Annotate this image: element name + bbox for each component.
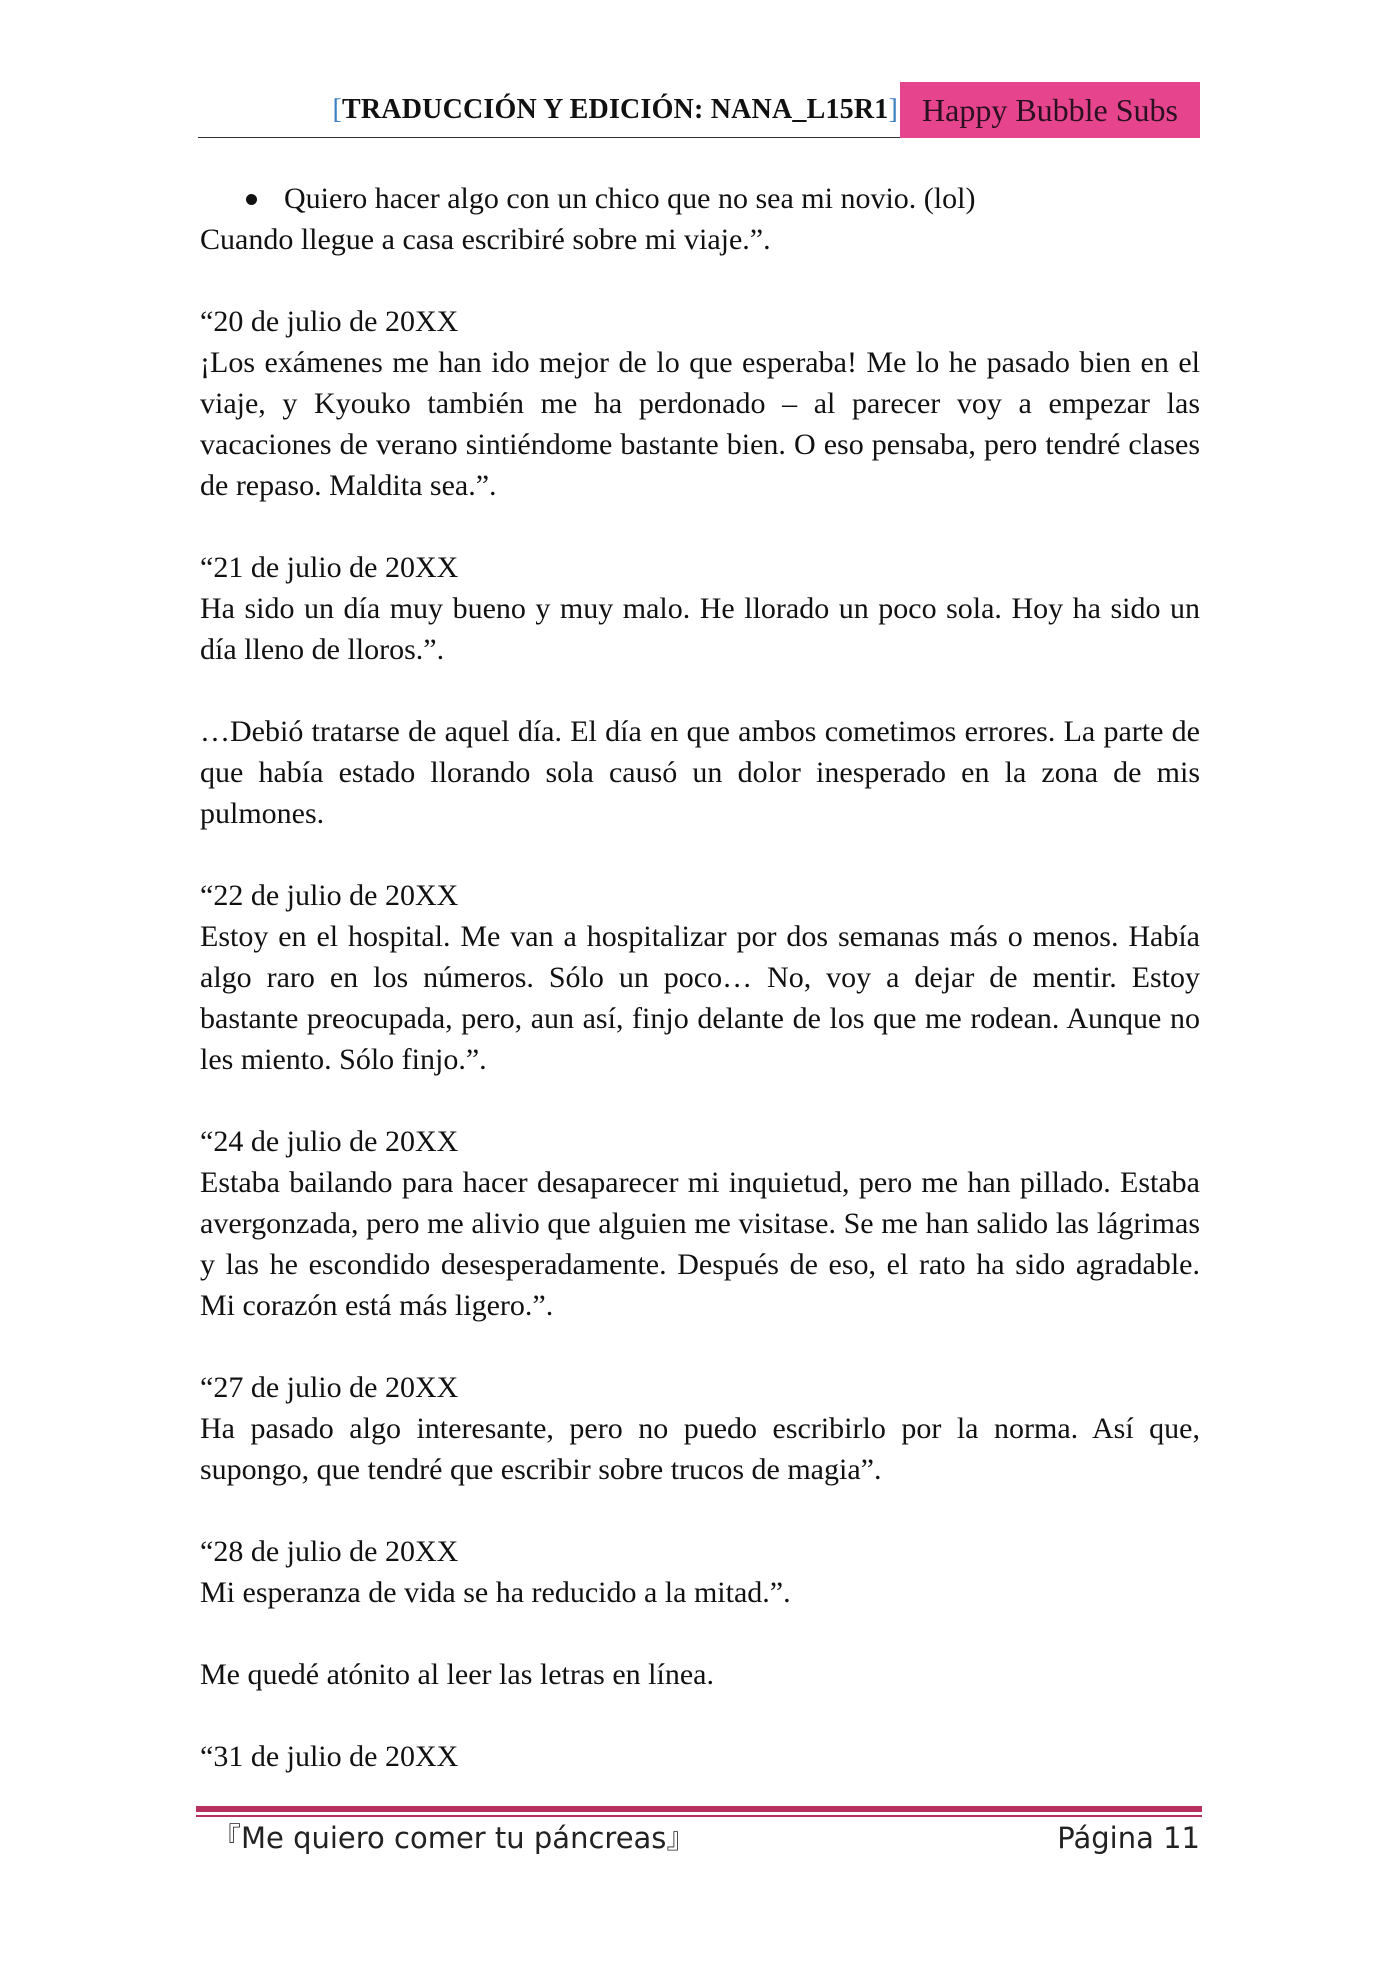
diary-date: “28 de julio de 20XX [200,1535,459,1568]
bullet-item: Quiero hacer algo con un chico que no sea mi novio. (lol) [284,178,1200,219]
page-body [200,178,1200,1777]
translator-credit: [TRADUCCIÓN Y EDICIÓN: NANA_L15R1] [332,94,898,125]
diary-entry: Estaba bailando para hacer desaparecer mi inquietud, pero me han pillado. Estaba avergonzada, pero me alivio que alguien me visitase. Se me han salido las lágrimas y las he escondido desesperadamente. Después de eso, el rato ha sido agradable. Mi corazón está más ligero.”. [200,1166,1200,1322]
group-badge: Happy Bubble Subs [900,82,1200,138]
diary-entry: Mi esperanza de vida se ha reducido a la mitad.”. [200,1576,791,1609]
narration-paragraph: Me quedé atónito al leer las letras en línea. [200,1658,714,1691]
diary-date: “31 de julio de 20XX [200,1740,459,1773]
diary-date: “21 de julio de 20XX [200,551,459,584]
page-header [198,82,1200,138]
diary-date: “27 de julio de 20XX [200,1371,459,1404]
narration-paragraph: …Debió tratarse de aquel día. El día en que ambos cometimos errores. La parte de que había estado llorando sola causó un dolor inesperado en la zona de mis pulmones. [200,715,1200,830]
book-title: 『Me quiero comer tu páncreas』 [212,1821,696,1855]
translator-credit-text: TRADUCCIÓN Y EDICIÓN: NANA_L15R1 [342,94,889,125]
diary-entry: Ha sido un día muy bueno y muy malo. He llorado un poco sola. Hoy ha sido un día lleno de lloros.”. [200,592,1200,666]
diary-entry: Estoy en el hospital. Me van a hospitalizar por dos semanas más o menos. Había algo raro en los números. Sólo un poco… No, voy a dejar de mentir. Estoy bastante preocupada, pero, aun así, finjo delante de los que me rodean. Aunque no les miento. Sólo finjo.”. [200,920,1200,1076]
footer-divider [196,1806,1202,1812]
diary-entry: ¡Los exámenes me han ido mejor de lo que esperaba! Me lo he pasado bien en el viaje, y Kyouko también me ha perdonado – al parecer voy a empezar las vacaciones de verano sintiéndome bastante bien. O eso pensaba, pero tendré clases de repaso. Maldita sea.”. [200,346,1200,502]
paragraph: Cuando llegue a casa escribiré sobre mi viaje.”. [200,223,771,256]
diary-entry: Ha pasado algo interesante, pero no puedo escribirlo por la norma. Así que, supongo, que tendré que escribir sobre trucos de magia”. [200,1412,1200,1486]
page-number: Página 11 [1057,1821,1200,1855]
bullet-list [200,178,1200,219]
diary-date: “20 de julio de 20XX [200,305,459,338]
diary-date: “22 de julio de 20XX [200,879,459,912]
diary-date: “24 de julio de 20XX [200,1125,459,1158]
footer-divider-thin [196,1815,1202,1817]
